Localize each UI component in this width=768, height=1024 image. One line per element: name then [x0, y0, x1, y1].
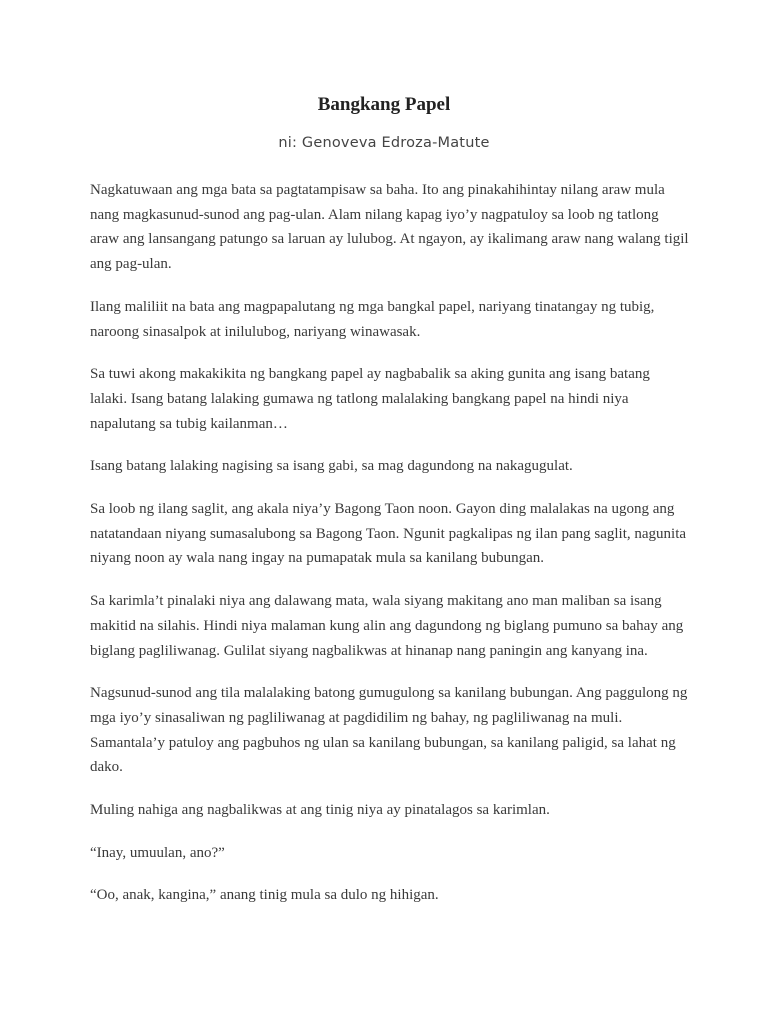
paragraph: Ilang maliliit na bata ang magpapalutang ng mga bangkal papel, nariyang tinatangay ng tubig, naroong sinasalpok at inilulubog, nariyang winawasak.: [90, 298, 655, 340]
paragraph: Sa tuwi akong makakikita ng bangkang papel ay nagbabalik sa aking gunita ang isang batang lalaki. Isang batang lalaking gumawa ng tatlong malalaking bangkang papel na hindi niya napalutang sa tubig kailanman…: [90, 366, 650, 432]
paragraph: Nagsunud-sunod ang tila malalaking batong gumugulong sa kanilang bubungan. Ang paggulong ng mga iyo’y sinasaliwan ng pagliliwanag at pagdidilim ng bahay, ng pagliliwanag na muli. Samantala’y patuloy ang pagbuhos ng ulan sa kanilang bubungan, sa kanilang paligid, sa lahat ng dako.: [90, 685, 688, 776]
paragraph: “Oo, anak, kangina,” anang tinig mula sa dulo ng hihigan.: [90, 887, 439, 904]
paragraph: Sa karimla’t pinalaki niya ang dalawang mata, wala siyang makitang ano man maliban sa isang makitid na silahis. Hindi niya malaman kung alin ang dagundong ng biglang pumuno sa bahay ang biglang pagliliwanag. Gulilat siyang nagbalikwas at hinanap nang paningin ang kanyang ina.: [90, 593, 684, 659]
paragraph: Sa loob ng ilang saglit, ang akala niya’y Bagong Taon noon. Gayon ding malalakas na ugong ang natatandaan niyang sumasalubong sa Bagong Taon. Ngunit pagkalipas ng ilan pang saglit, nagunita niyang noon ay wala nang ingay na pumapatak mula sa kanilang bubungan.: [90, 501, 687, 567]
paragraph: “Inay, umuulan, ano?”: [90, 844, 225, 861]
paragraph: Nagkatuwaan ang mga bata sa pagtatampisaw sa baha. Ito ang pinakahihintay nilang araw mula nang magkasunud-sunod ang pag-ulan. Alam nilang kapag iyo’y nagpatuloy sa loob ng tatlong araw ang lansangang patungo sa laruan ay lulubog. At ngayon, ay ikalimang araw nang walang tigil ang pag-ulan.: [90, 182, 689, 273]
document-title: Bangkang Papel: [317, 94, 451, 115]
paragraph: Isang batang lalaking nagising sa isang gabi, sa mag dagundong na nakagugulat.: [90, 458, 573, 475]
document-body: [90, 178, 690, 926]
document-author: ni: Genoveva Edroza-Matute: [278, 135, 490, 151]
paragraph: Muling nahiga ang nagbalikwas at ang tinig niya ay pinatalagos sa karimlan.: [90, 802, 550, 819]
